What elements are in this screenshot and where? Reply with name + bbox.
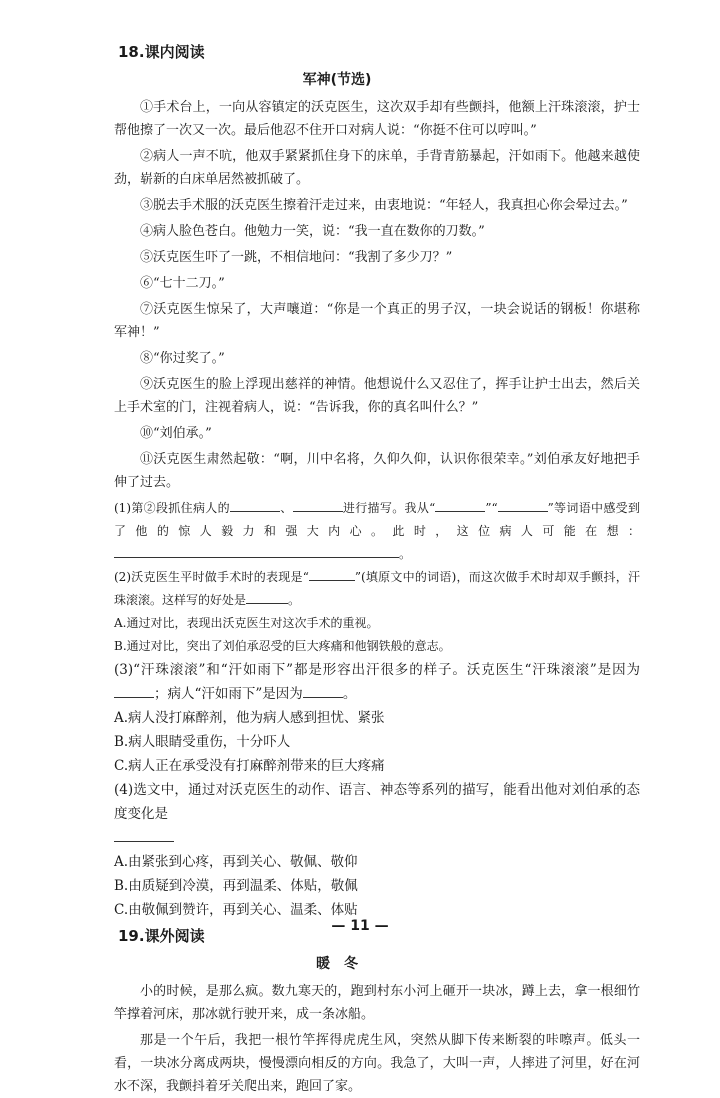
paragraph-9: ⑨沃克医生的脸上浮现出慈祥的神情。他想说什么又忍住了，挥手让护士出去，然后关上手术室的门，注视着病人，说：“告诉我，你的真名叫什么？” <box>114 377 640 415</box>
q2-text-a: (2)沃克医生平时做手术时的表现是“ <box>114 570 309 584</box>
s19-paragraph-2: 那是一个午后，我把一根竹竿挥得虎虎生风，突然从脚下传来断裂的咔嚓声。低头一看，一块冰分离成两块，慢慢漂向相反的方向。我急了，大叫一声，人摔进了河里，好在河水不深，我颤抖着牙关爬出来，跑回了家。 <box>114 1033 640 1094</box>
q1-blank-4[interactable] <box>498 497 548 512</box>
article-title-junshen: 军神(节选) <box>302 72 372 88</box>
paragraph-7: ⑦沃克医生惊呆了，大声嚷道：“你是一个真正的男子汉，一块会说话的钢板！你堪称军神！” <box>114 302 640 340</box>
paragraph-5: ⑤沃克医生吓了一跳，不相信地问：“我割了多少刀？” <box>140 250 453 265</box>
content <box>34 40 640 1098</box>
question-4 <box>34 778 640 826</box>
q2-blank-2[interactable] <box>246 589 288 604</box>
paragraph-4: ④病人脸色苍白。他勉力一笑，说：“我一直在数你的刀数。” <box>140 224 485 239</box>
q2-text-b: ”(填原文中的词语)，而这次做手术时却双手颤抖，汗珠滚滚。这样写的好处是 <box>114 570 640 607</box>
question-3 <box>34 658 640 706</box>
paragraph-6: ⑥“七十二刀。” <box>140 276 225 291</box>
q4-option-c[interactable]: C.由敬佩到赞许，再到关心、温柔、体贴 <box>114 902 358 918</box>
section-19-heading: 19.课外阅读 <box>118 927 205 945</box>
paragraph-10: ⑩“刘伯承。” <box>140 426 212 441</box>
article-title-nuandong: 暖 冬 <box>316 956 358 972</box>
q1-text-a: (1)第②段抓住病人的 <box>114 501 230 515</box>
q3-blank-2[interactable] <box>303 683 343 698</box>
s19-paragraph-1: 小的时候，是那么疯。数九寒天的，跑到村东小河上砸开一块冰，蹲上去，拿一根细竹竿撑着河床，那冰就行驶开来，成一条冰船。 <box>114 984 640 1022</box>
question-2 <box>34 566 640 612</box>
q4-text-a: (4)选文中，通过对沃克医生的动作、语言、神态等系列的描写，能看出他对刘伯承的态度变化是 <box>114 782 640 822</box>
q1-text-f: 。 <box>399 547 412 561</box>
q1-text-d: ”“ <box>485 501 498 515</box>
q1-text-c: 进行描写。我从“ <box>342 501 436 515</box>
q1-blank-3[interactable] <box>435 497 485 512</box>
q1-blank-1[interactable] <box>230 497 280 512</box>
question-1 <box>34 497 640 566</box>
q1-blank-2[interactable] <box>293 497 343 512</box>
q4-answer-line <box>34 826 640 850</box>
q1-blank-5[interactable] <box>114 543 399 558</box>
q1-text-e: ”等词语中感受到了他的惊人毅力和强大内心。此时，这位病人可能在想： <box>114 501 640 538</box>
paragraph-11: ⑪沃克医生肃然起敬：“啊，川中名将，久仰久仰，认识你很荣幸。”刘伯承友好地把手伸了过去。 <box>114 452 640 490</box>
page-number: — 11 — <box>331 918 389 934</box>
q4-option-b[interactable]: B.由质疑到冷漠，再到温柔、体贴，敬佩 <box>114 878 358 894</box>
q3-option-b[interactable]: B.病人眼睛受重伤，十分吓人 <box>114 734 291 750</box>
q2-blank-1[interactable] <box>309 566 355 581</box>
q3-blank-1[interactable] <box>114 683 154 698</box>
q3-text-c: 。 <box>342 686 357 702</box>
q4-option-a[interactable]: A.由紧张到心疼，再到关心、敬佩、敬仰 <box>114 854 358 870</box>
paragraph-2: ②病人一声不吭，他双手紧紧抓住身下的床单，手背青筋暴起，汗如雨下。他越来越使劲，崭新的白床单居然被抓破了。 <box>114 149 640 187</box>
q2-text-c: 。 <box>288 593 301 607</box>
section-18-heading: 18.课内阅读 <box>118 43 205 61</box>
q3-text-b: ；病人“汗如雨下”是因为 <box>154 686 303 702</box>
q3-text-a: (3)“汗珠滚滚”和“汗如雨下”都是形容出汗很多的样子。沃克医生“汗珠滚滚”是因为 <box>114 662 640 678</box>
q2-option-a[interactable]: A.通过对比，表现出沃克医生对这次手术的重视。 <box>114 616 379 630</box>
q4-blank[interactable] <box>114 827 174 842</box>
q1-text-b: 、 <box>279 501 293 515</box>
paragraph-1: ①手术台上，一向从容镇定的沃克医生，这次双手却有些颤抖，他额上汗珠滚滚，护士帮他擦了一次又一次。最后他忍不住开口对病人说：“你挺不住可以哼叫。” <box>114 100 640 138</box>
q3-option-a[interactable]: A.病人没打麻醉剂，他为病人感到担忧、紧张 <box>114 710 385 726</box>
paragraph-8: ⑧“你过奖了。” <box>140 351 225 366</box>
q3-option-c[interactable]: C.病人正在承受没有打麻醉剂带来的巨大疼痛 <box>114 758 385 774</box>
q2-option-b[interactable]: B.通过对比，突出了刘伯承忍受的巨大疼痛和他钢铁般的意志。 <box>114 639 451 653</box>
paragraph-3: ③脱去手术服的沃克医生擦着汗走过来，由衷地说：“年轻人，我真担心你会晕过去。” <box>140 198 628 213</box>
